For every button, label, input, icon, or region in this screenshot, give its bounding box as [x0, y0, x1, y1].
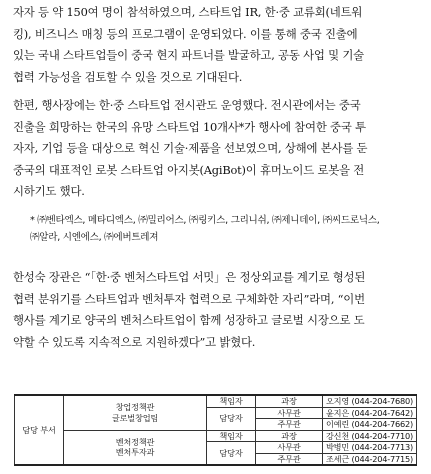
position-cell: 사무관: [256, 442, 323, 454]
paragraph-minister-quote: [13, 267, 421, 353]
text-line: 킹), 비즈니스 매칭 등의 프로그램이 운영되었다. 이를 통해 중국 진출에: [13, 26, 358, 41]
contact-cell: 오지영 (044-204-7680): [323, 395, 417, 407]
contact-cell: 강신천 (044-204-7710): [323, 430, 417, 442]
team-line: 벤처정책관: [115, 436, 155, 447]
position-cell: 주무관: [256, 419, 323, 431]
text-line: 약할 수 있도록 지속적으로 지원하겠다”고 밝혔다.: [13, 334, 256, 349]
team-cell: [64, 430, 207, 465]
contact-cell: 박병민 (044-204-7713): [323, 442, 417, 454]
text-line: 있는 국내 스타트업들이 중국 현지 파트너를 발굴하고, 공동 사업 및 기술: [13, 48, 364, 62]
position-cell: 주무관: [256, 453, 323, 465]
role-cell: 책임자: [207, 395, 256, 407]
contact-cell: 윤지은 (044-204-7642): [323, 407, 417, 419]
footnote-line: * ㈜벤타엑스, 메타디엑스, ㈜밀리어스, ㈜링키스, 그리니쉬, ㈜제니데이, ㈜씨드로닉스,: [30, 215, 380, 226]
position-cell: 과장: [256, 395, 323, 407]
text-line: 한성숙 장관은 “「한·중 벤처스타트업 서밋」은 정상외교를 계기로 형성된: [13, 270, 366, 284]
team-line: 글로벌창업팀: [111, 412, 159, 423]
table-row: [15, 430, 417, 442]
text-line: 중국의 대표적인 로봇 스타트업 아지봇(AgiBot)이 휴머노이드 로봇을 전: [13, 162, 365, 177]
contact-table: [14, 394, 417, 466]
position-cell: 사무관: [256, 407, 323, 419]
footnote-line: ㈜알라, 시엔에스, ㈜에버트레져: [30, 232, 159, 243]
text-line: 행사를 계기로 양국의 벤처스타트업이 함께 성장하고 글로벌 시장으로 도: [13, 313, 365, 327]
footnote-company-list: [30, 212, 425, 246]
text-line: 자자, 기업 등을 대상으로 혁신 기술·제품을 선보였으며, 상해에 본사를 둔: [13, 141, 368, 155]
paragraph-event-summary: [13, 2, 421, 88]
text-line: 협력 분위기를 스타트업과 벤처투자 협력으로 구체화한 자리”라며, “이번: [13, 291, 365, 306]
text-line: 진출을 희망하는 한국의 유망 스타트업 10개사*가 행사에 참여한 중국 투: [13, 119, 366, 134]
contact-cell: 이예린 (044-204-7662): [323, 419, 417, 431]
text-line: 시하기도 했다.: [13, 184, 85, 198]
text-line: 협력 가능성을 검토할 수 있을 것으로 기대된다.: [13, 69, 243, 84]
role-cell: 담당자: [207, 442, 256, 466]
dept-label: 담당 부서: [15, 395, 64, 465]
team-line: 창업정책관: [115, 402, 155, 413]
paragraph-exhibition: [13, 95, 421, 203]
contact-cell: 조세근 (044-204-7715): [323, 453, 417, 465]
role-cell: 책임자: [207, 430, 256, 442]
text-line: 자자 등 약 150여 명이 참석하였으며, 스타트업 IR, 한·중 교류회(네트워: [13, 5, 363, 19]
table-row: [15, 395, 417, 407]
text-line: 한편, 행사장에는 한·중 스타트업 전시관도 운영했다. 전시관에서는 중국: [13, 98, 361, 112]
team-line: 벤처투자과: [115, 447, 155, 458]
team-cell: [64, 395, 207, 430]
role-cell: 담당자: [207, 407, 256, 430]
contact-table-wrapper: [14, 394, 417, 466]
position-cell: 과장: [256, 430, 323, 442]
